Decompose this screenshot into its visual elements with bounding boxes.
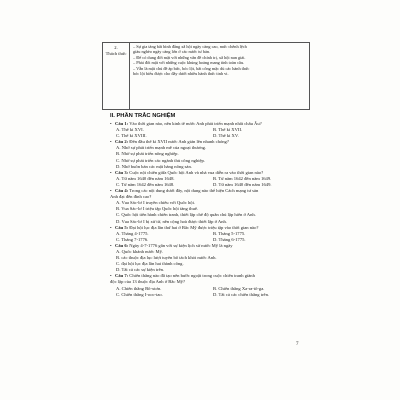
table-line: giàu nghèo ngày càng lớn ở các nước tư bản. (133, 49, 211, 55)
answer-option[interactable]: A. Vua Sác-lơ I truyền chiếu với Quốc hội. (116, 200, 195, 206)
question-text-cont: độc lập của 13 thuộc địa Anh ở Bắc Mỹ? (110, 279, 186, 285)
question-body: Đại hội lục địa lần thứ hai ở Bắc Mỹ được triệu tập vào thời gian nào? (128, 224, 259, 230)
answer-option[interactable]: A. Chiến thắng Bô-xtơn. (116, 285, 162, 291)
bullet-icon: • (110, 169, 112, 175)
table-content-cell (130, 43, 309, 109)
answer-option[interactable]: C. Từ năm 1642 đến năm 1648. (116, 181, 175, 187)
table-line: – Vẫn là mặt chủ đề áp bức, bóc lột, bất công mặc dù các hành thức (133, 65, 250, 71)
answer-options (110, 145, 310, 169)
answer-option[interactable]: A. Thế kỉ XVI. (116, 127, 144, 133)
question-label: Câu 4: (115, 188, 129, 194)
thach-thuc-table (102, 42, 310, 110)
answer-option[interactable]: D. Tháng 6-1775. (213, 236, 246, 242)
answer-option[interactable]: B. Nhờ sự phát triển nông nghiệp. (116, 151, 179, 157)
answer-options (110, 231, 310, 243)
answer-option[interactable]: D. Tất cả các sự kiện trên. (116, 267, 165, 273)
question-text-cont: Anh đạt đến đỉnh cao? (110, 194, 152, 200)
answer-option[interactable]: D. Vua Sác-lơ I bị xử tử, nền cộng hoà được thiết lập ở Anh. (116, 218, 227, 224)
question-label: Câu 5: (115, 224, 129, 230)
answer-option[interactable]: D. Từ năm 1640 đến năm 1649. (213, 181, 272, 187)
question-item (110, 121, 310, 139)
bullet-icon: • (110, 188, 112, 194)
answer-option[interactable]: A. Tháng 4-1775. (116, 230, 149, 236)
answer-options (110, 200, 310, 224)
question-body: Ngày 4-7-1776 gắn với sự kiện lịch sử nước Mỹ là ngày (128, 242, 233, 248)
answer-option[interactable]: B. Tháng 5-1775. (213, 230, 246, 236)
table-label-num: 2. (114, 45, 118, 50)
question-list (110, 121, 310, 298)
answer-options (110, 176, 310, 188)
question-body: Vào thời gian nào, nền kinh tế nước Anh phát triển mạnh nhất châu Âu? (128, 121, 262, 126)
question-item (110, 170, 310, 188)
table-line: bóc lột biểu được cho đây dưới nhiều hành thức tinh vi. (133, 71, 229, 77)
question-label: Câu 7: (115, 273, 129, 279)
question-label: Câu 3: (115, 169, 129, 175)
answer-option[interactable]: C. Quốc hội tiến hành chiến tranh, thiết lập chế độ quân chủ lập hiến ở Anh. (116, 212, 256, 218)
question-body: Chiến thắng nào đã tạo nên bước ngoặt trong cuộc chiến tranh giành (128, 273, 255, 279)
answer-option[interactable]: C. Chiến thắng I-ooc-tao. (116, 291, 163, 297)
question-item (110, 139, 310, 169)
table-line: – Phải đối mặt với những cuộc khủng hoảng mang tính toàn cầu. (133, 60, 245, 66)
answer-option[interactable]: A. Từ năm 1640 đến năm 1648. (116, 175, 175, 181)
question-body: Đến đầu thế kỉ XVII nước Anh gián lên nhanh chóng? (128, 139, 229, 145)
answer-options (110, 249, 310, 273)
question-label: Câu 1: (115, 121, 129, 126)
question-item (110, 225, 310, 243)
answer-option[interactable]: D. Thế kỉ XV. (213, 133, 239, 139)
question-body: Cuộc nội chiến giữa Quốc hội Anh và nhà vua diễn ra vào thời gian nào? (128, 169, 264, 175)
question-item (110, 273, 310, 297)
question-item (110, 188, 310, 225)
table-line: – Sự gia tăng bất bình đẳng xã hội ngày càng cao, mức chênh lệch (133, 44, 247, 49)
table-label-text: Thách thức (105, 50, 127, 56)
answer-option[interactable]: D. Nhờ buôn bán các mặt hàng nông sản. (116, 163, 192, 169)
answer-option[interactable]: C. Tháng 7-1776. (116, 236, 149, 242)
answer-option[interactable]: B. Chiến thắng Xa-ra-tô-ga. (213, 285, 265, 291)
bullet-icon: • (110, 139, 112, 145)
table-line: – Để có dung đời mặt với những vấn đề chính trị, xã hội nan giải. (133, 54, 246, 60)
bullet-icon: • (110, 242, 112, 248)
answer-option[interactable]: B. các thuộc địa lục lượt tuyên bố tách khỏi nước Anh. (116, 255, 217, 261)
answer-option[interactable]: C. đại hội lục địa lần hai thành công. (116, 261, 184, 267)
bullet-icon: • (110, 121, 112, 126)
question-label: Câu 6: (115, 242, 129, 248)
question-label: Câu 2: (115, 139, 129, 145)
answer-option[interactable]: D. Tất cả các chiến thắng trên. (213, 291, 270, 297)
answer-option[interactable]: B. Vua Sác-lơ I triệu tập Quốc hội tăng thuế. (116, 206, 199, 212)
question-item (110, 243, 310, 273)
answer-options (110, 286, 310, 298)
answer-option[interactable]: A. Quốc khánh nước Mỹ. (116, 248, 164, 254)
table-label-cell (103, 43, 130, 109)
answer-options (110, 127, 310, 139)
answer-option[interactable]: C. Thế kỉ XVIII. (116, 133, 147, 139)
bullet-icon: • (110, 273, 112, 279)
page-number: 7 (296, 342, 299, 347)
question-body: Trong các nội dung dưới đây, nội dung nào thể hiện Cách mạng tư sản (128, 188, 259, 194)
answer-option[interactable]: B. Thế kỉ XVII. (213, 127, 243, 133)
section-title: II. PHẦN TRẮC NGHIỆM (110, 113, 176, 119)
answer-option[interactable]: B. Từ năm 1642 đến năm 1649. (213, 175, 272, 181)
answer-option[interactable]: C. Nhờ sự phát triển các ngành thủ công nghiệp. (116, 157, 205, 163)
bullet-icon: • (110, 224, 112, 230)
answer-option[interactable]: A. Nhờ sự phát triển mạnh mẽ của ngoại thương. (116, 145, 207, 151)
quiz-section (110, 113, 310, 298)
